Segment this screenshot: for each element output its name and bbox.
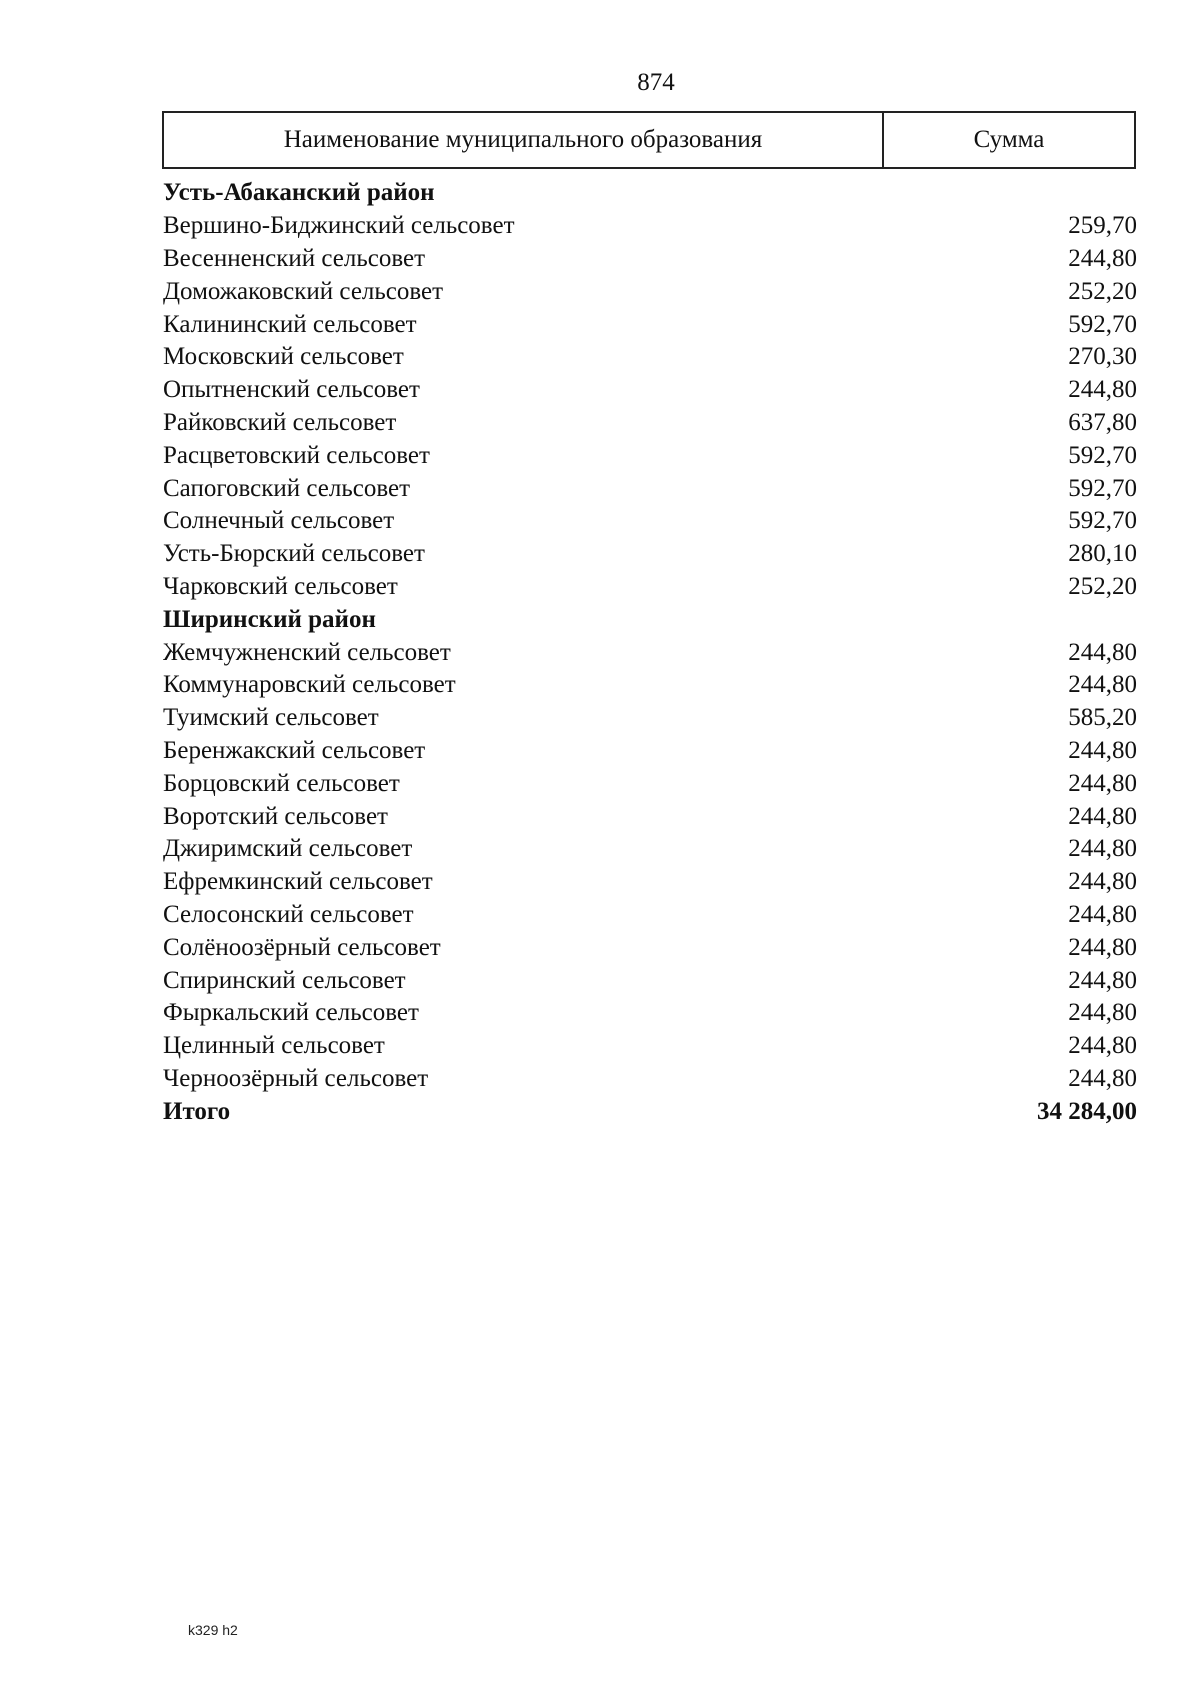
amount-value: 244,80 — [1068, 376, 1137, 404]
amount-value: 244,80 — [1068, 769, 1137, 797]
amount-value: 592,70 — [1068, 507, 1137, 535]
district-name: Ширинский район — [163, 605, 376, 633]
amount-value: 244,80 — [1068, 835, 1137, 863]
table-row — [163, 210, 1137, 243]
amount-value: 259,70 — [1068, 212, 1137, 240]
municipality-name: Воротский сельсовет — [163, 802, 388, 830]
municipality-name: Борцовский сельсовет — [163, 769, 400, 797]
table-row — [163, 538, 1137, 571]
amount-value: 244,80 — [1068, 638, 1137, 666]
footer-code: k329 h2 — [188, 1622, 238, 1638]
amount-value: 280,10 — [1068, 540, 1137, 568]
table-row — [163, 800, 1137, 833]
municipality-name: Целинный сельсовет — [163, 1032, 385, 1060]
table-row — [163, 866, 1137, 899]
amount-value: 252,20 — [1068, 572, 1137, 600]
table-row — [163, 1030, 1137, 1063]
amount-value: 244,80 — [1068, 999, 1137, 1027]
amount-value: 585,20 — [1068, 704, 1137, 732]
table-body — [163, 177, 1137, 1128]
table-header — [162, 111, 1136, 169]
amount-value: 244,80 — [1068, 244, 1137, 272]
amount-value: 244,80 — [1068, 671, 1137, 699]
table-row — [163, 308, 1137, 341]
table-row — [163, 636, 1137, 669]
table-row — [163, 374, 1137, 407]
table-row — [163, 341, 1137, 374]
table-row — [163, 702, 1137, 735]
table-row — [163, 735, 1137, 768]
municipality-name: Усть-Бюрский сельсовет — [163, 540, 425, 568]
municipality-name: Сапоговский сельсовет — [163, 474, 411, 502]
municipality-name: Райковский сельсовет — [163, 408, 397, 436]
table-row — [163, 243, 1137, 276]
amount-value: 637,80 — [1068, 408, 1137, 436]
total-label: Итого — [163, 1097, 231, 1125]
table-row — [163, 439, 1137, 472]
table-row — [163, 1063, 1137, 1096]
table-row — [163, 997, 1137, 1030]
district-row — [163, 177, 1137, 210]
amount-value: 244,80 — [1068, 933, 1137, 961]
amount-value: 244,80 — [1068, 1064, 1137, 1092]
municipality-name: Вершино-Биджинский сельсовет — [163, 212, 515, 240]
municipality-name: Селосонский сельсовет — [163, 900, 414, 928]
district-row — [163, 603, 1137, 636]
municipality-name: Калининский сельсовет — [163, 310, 417, 338]
municipality-name: Солнечный сельсовет — [163, 507, 395, 535]
municipality-name: Спиринский сельсовет — [163, 966, 406, 994]
table-row — [163, 833, 1137, 866]
amount-value: 244,80 — [1068, 1032, 1137, 1060]
table-row — [163, 931, 1137, 964]
amount-value: 592,70 — [1068, 310, 1137, 338]
municipality-name: Весенненский сельсовет — [163, 244, 426, 272]
table-row — [163, 505, 1137, 538]
amount-value: 244,80 — [1068, 868, 1137, 896]
table-row — [163, 571, 1137, 604]
municipality-name: Ефремкинский сельсовет — [163, 868, 433, 896]
table-row — [163, 767, 1137, 800]
municipality-name: Московский сельсовет — [163, 343, 404, 371]
amount-value: 244,80 — [1068, 966, 1137, 994]
municipality-name: Солёноозёрный сельсовет — [163, 933, 441, 961]
municipality-name: Чарковский сельсовет — [163, 572, 398, 600]
district-name: Усть-Абаканский район — [163, 179, 435, 207]
amount-value: 592,70 — [1068, 441, 1137, 469]
amount-value: 244,80 — [1068, 736, 1137, 764]
municipality-name: Черноозёрный сельсовет — [163, 1064, 429, 1092]
column-header-name: Наименование муниципального образования — [164, 113, 884, 167]
amount-value: 244,80 — [1068, 802, 1137, 830]
table-row — [163, 899, 1137, 932]
table-row — [163, 669, 1137, 702]
municipality-name: Туимский сельсовет — [163, 704, 379, 732]
amount-value: 592,70 — [1068, 474, 1137, 502]
municipality-name: Фыркальский сельсовет — [163, 999, 419, 1027]
municipality-name: Джиримский сельсовет — [163, 835, 413, 863]
table-row — [163, 472, 1137, 505]
table-row — [163, 964, 1137, 997]
municipality-name: Жемчужненский сельсовет — [163, 638, 451, 666]
total-amount: 34 284,00 — [1037, 1097, 1137, 1125]
municipality-name: Беренжакский сельсовет — [163, 736, 426, 764]
amount-value: 244,80 — [1068, 900, 1137, 928]
table-row — [163, 275, 1137, 308]
column-header-sum: Сумма — [973, 126, 1045, 153]
amount-value: 252,20 — [1068, 277, 1137, 305]
municipality-name: Коммунаровский сельсовет — [163, 671, 456, 699]
municipality-name: Опытненский сельсовет — [163, 376, 420, 404]
table-row — [163, 407, 1137, 440]
municipality-name: Доможаковский сельсовет — [163, 277, 444, 305]
municipality-name: Расцветовский сельсовет — [163, 441, 430, 469]
total-row — [163, 1095, 1137, 1128]
amount-value: 270,30 — [1068, 343, 1137, 371]
page-number: 874 — [637, 69, 675, 96]
